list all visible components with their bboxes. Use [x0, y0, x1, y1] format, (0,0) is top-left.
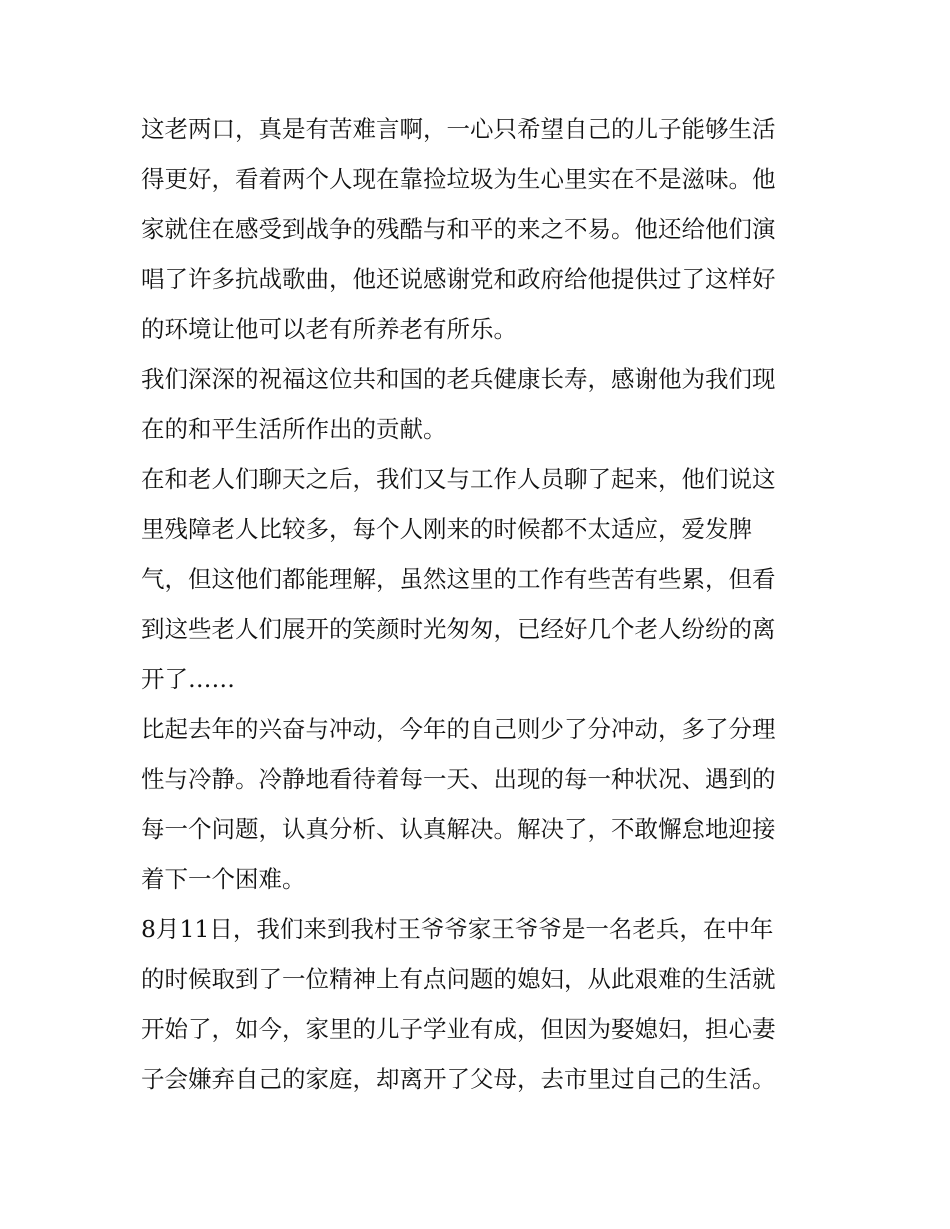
text-line: 家就住在感受到战争的残酷与和平的来之不易。他还给他们演 [141, 215, 776, 243]
text-line: 这老两口，真是有苦难言啊，一心只希望自己的儿子能够生活 [141, 115, 776, 143]
text-line: 在和老人们聊天之后，我们又与工作人员聊了起来，他们说这 [141, 465, 776, 493]
text-line: 开始了，如今，家里的儿子学业有成，但因为娶媳妇，担心妻 [141, 1015, 776, 1043]
text-line: 唱了许多抗战歌曲，他还说感谢党和政府给他提供过了这样好 [141, 265, 776, 293]
text-line: 开了…… [141, 665, 235, 693]
text-line: 着下一个困难。 [141, 865, 306, 893]
text-line: 的环境让他可以老有所养老有所乐。 [141, 315, 517, 343]
text-line: 到这些老人们展开的笑颜时光匆匆，已经好几个老人纷纷的离 [141, 615, 776, 643]
text-line: 里残障老人比较多，每个人刚来的时候都不太适应，爱发脾 [141, 515, 752, 543]
text-line: 8月11日，我们来到我村王爷爷家王爷爷是一名老兵，在中年 [141, 915, 774, 943]
text-line: 我们深深的祝福这位共和国的老兵健康长寿，感谢他为我们现 [141, 365, 776, 393]
text-line: 的时候取到了一位精神上有点问题的媳妇，从此艰难的生活就 [141, 965, 776, 993]
text-line: 性与冷静。冷静地看待着每一天、出现的每一种状况、遇到的 [141, 765, 776, 793]
text-line: 比起去年的兴奋与冲动，今年的自己则少了分冲动，多了分理 [141, 715, 776, 743]
text-line: 得更好，看着两个人现在靠捡垃圾为生心里实在不是滋味。他 [141, 165, 776, 193]
text-line: 每一个问题，认真分析、认真解决。解决了，不敢懈怠地迎接 [141, 815, 776, 843]
document-body [141, 104, 813, 1104]
text-line: 气，但这他们都能理解，虽然这里的工作有些苦有些累，但看 [141, 565, 776, 593]
text-line: 在的和平生活所作出的贡献。 [141, 415, 447, 443]
text-line: 子会嫌弃自己的家庭，却离开了父母，去市里过自己的生活。 [141, 1065, 776, 1093]
